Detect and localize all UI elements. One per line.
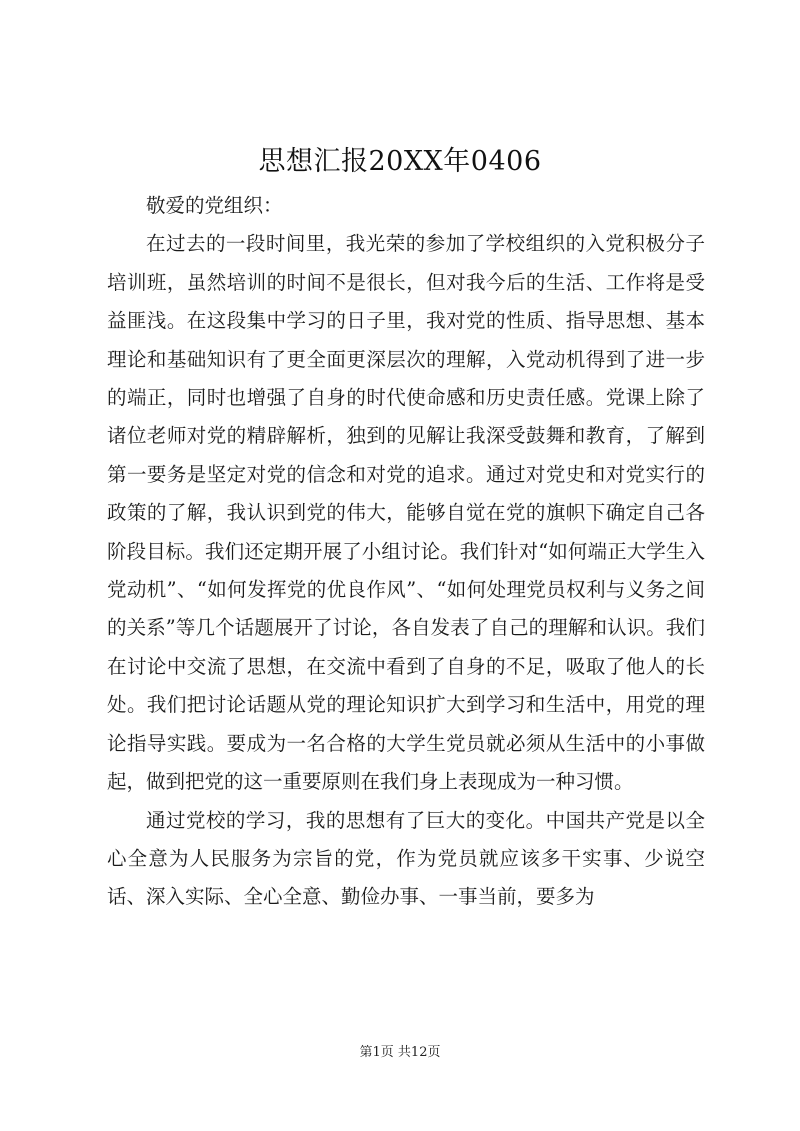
page-number-footer: 第1页 共12页 [359,1045,441,1060]
paragraph: 通过党校的学习，我的思想有了巨大的变化。中国共产党是以全心全意为人民服务为宗旨的党，作为党员就应该多干实事、少说空话、深入实际、全心全意、勤俭办事、一事当前，要多为 [107,808,705,909]
greeting-line: 敬爱的党组织： [146,194,283,217]
paragraph: 在过去的一段时间里，我光荣的参加了学校组织的入党积极分子培训班，虽然培训的时间不是很长，但对我今后的生活、工作将是受益匪浅。在这段集中学习的日子里，我对党的性质、指导思想、基本理论和基础知识有了更全面更深层次的理解，入党动机得到了进一步的端正，同时也增强了自身的时代使命感和历史责任感。党课上除了诸位老师对党的精辟解析，独到的见解让我深受鼓舞和教育，了解到第一要务是坚定对党的信念和对党的追求。通过对党史和对党实行的政策的了解，我认识到党的伟大，能够自觉在党的旗帜下确定自己各阶段目标。我们还定期开展了小组讨论。我们针对“如何端正大学生入党动机”、“如何发挥党的优良作风”、“如何处理党员权利与义务之间的关系”等几个话题展开了讨论，各自发表了自己的理解和认识。我们在讨论中交流了思想，在交流中看到了自身的不足，吸取了他人的长处。我们把讨论话题从党的理论知识扩大到学习和生活中，用党的理论指导实践。要成为一名合格的大学生党员就必须从生活中的小事做起，做到把党的这一重要原则在我们身上表现成为一种习惯。 [107,232,705,794]
document-title: 思想汇报20XX年0406 [258,146,542,177]
document-body [107,187,705,917]
